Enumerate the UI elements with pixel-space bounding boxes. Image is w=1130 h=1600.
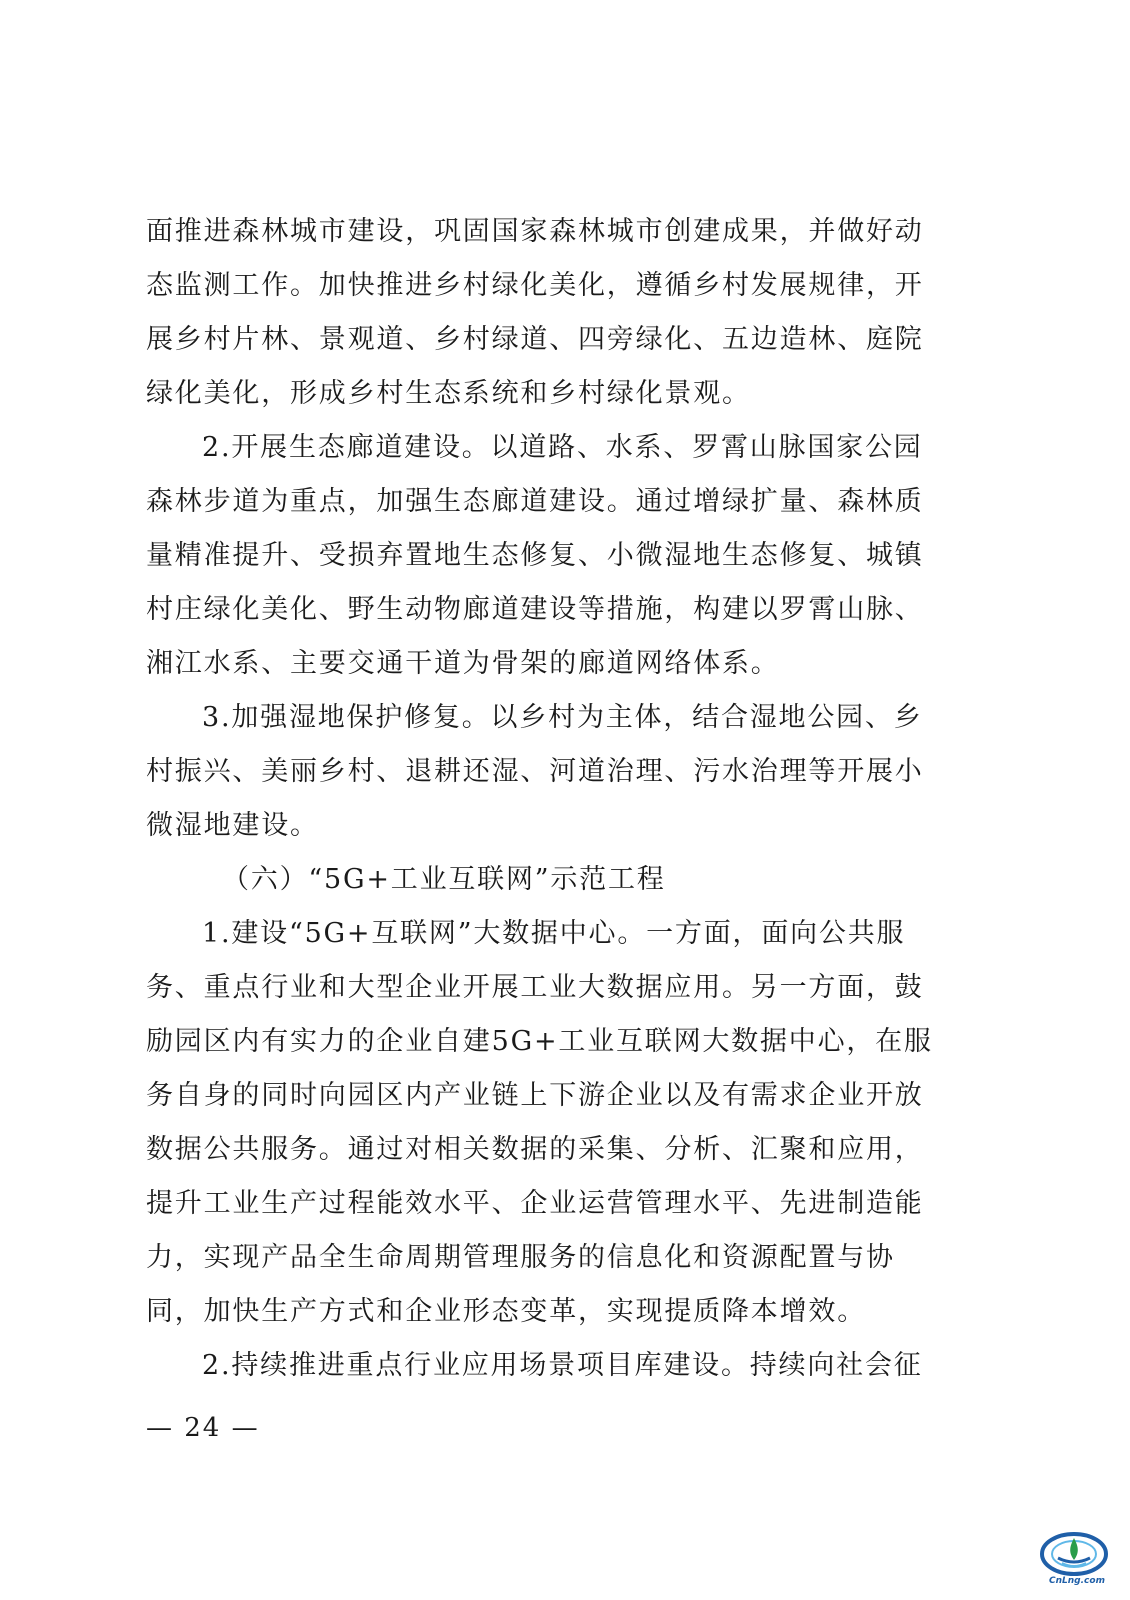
body-line: 展乡村片林、景观道、乡村绿道、四旁绿化、五边造林、庭院 bbox=[146, 324, 924, 355]
body-line: 励园区内有实力的企业自建5G+工业互联网大数据中心，在服 bbox=[146, 1026, 933, 1057]
body-line: 务自身的同时向园区内产业链上下游企业以及有需求企业开放 bbox=[146, 1080, 924, 1111]
body-line: 同，加快生产方式和企业形态变革，实现提质降本增效。 bbox=[146, 1296, 866, 1327]
paragraph-start-line: 2.持续推进重点行业应用场景项目库建设。持续向社会征 bbox=[202, 1350, 923, 1381]
page-number: — 24 — bbox=[146, 1413, 260, 1443]
body-line: 湘江水系、主要交通干道为骨架的廊道网络体系。 bbox=[146, 648, 780, 679]
watermark-logo bbox=[1038, 1528, 1110, 1594]
body-line: 微湿地建设。 bbox=[146, 810, 319, 841]
body-line: 村庄绿化美化、野生动物廊道建设等措施，构建以罗霄山脉、 bbox=[146, 594, 924, 625]
paragraph-start-line: 3.加强湿地保护修复。以乡村为主体，结合湿地公园、乡 bbox=[202, 702, 923, 733]
body-line: 面推进森林城市建设，巩固国家森林城市创建成果，并做好动 bbox=[146, 216, 924, 247]
body-line: 森林步道为重点，加强生态廊道建设。通过增绿扩量、森林质 bbox=[146, 486, 924, 517]
section-heading: （六）“5G+工业互联网”示范工程 bbox=[222, 864, 666, 895]
body-line: 力，实现产品全生命周期管理服务的信息化和资源配置与协 bbox=[146, 1242, 895, 1273]
body-line: 提升工业生产过程能效水平、企业运营管理水平、先进制造能 bbox=[146, 1188, 924, 1219]
body-line: 态监测工作。加快推进乡村绿化美化，遵循乡村发展规律，开 bbox=[146, 270, 924, 301]
cnlng-logo-icon bbox=[1038, 1528, 1110, 1578]
paragraph-start-line: 2.开展生态廊道建设。以道路、水系、罗霄山脉国家公园 bbox=[202, 432, 923, 463]
body-line: 务、重点行业和大型企业开展工业大数据应用。另一方面，鼓 bbox=[146, 972, 924, 1003]
body-line: 量精准提升、受损弃置地生态修复、小微湿地生态修复、城镇 bbox=[146, 540, 924, 571]
paragraph-start-line: 1.建设“5G+互联网”大数据中心。一方面，面向公共服 bbox=[202, 918, 906, 949]
body-line: 数据公共服务。通过对相关数据的采集、分析、汇聚和应用， bbox=[146, 1134, 924, 1165]
body-line: 村振兴、美丽乡村、退耕还湿、河道治理、污水治理等开展小 bbox=[146, 756, 924, 787]
document-body bbox=[146, 205, 986, 1393]
body-line: 绿化美化，形成乡村生态系统和乡村绿化景观。 bbox=[146, 378, 751, 409]
watermark-text: CnLng.com bbox=[1049, 1576, 1105, 1586]
